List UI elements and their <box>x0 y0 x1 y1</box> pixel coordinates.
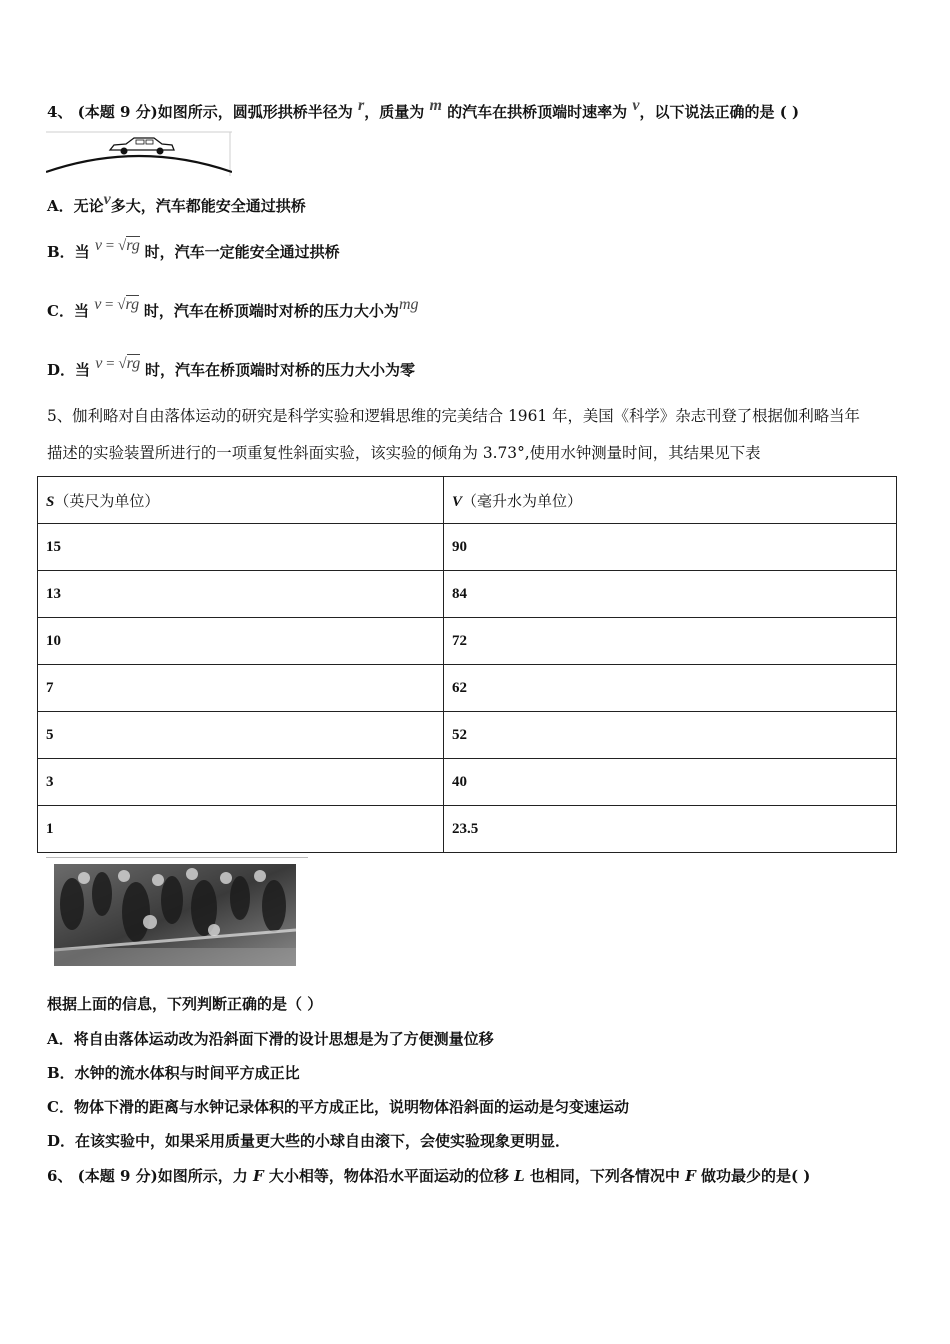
formula-v-sqrt-rg: v = √rg <box>94 296 140 313</box>
table-row: 3 40 <box>38 759 897 806</box>
var-r: r <box>357 97 365 114</box>
experiment-photo <box>54 864 296 966</box>
var-m: m <box>429 97 442 114</box>
q6-stem: 6、 (本题 9 分)如图所示，力 F 大小相等，物体沿水平面运动的位移 L 也相同，下列各情况中 F 做功最少的是( ) <box>47 1167 811 1185</box>
header-s: S（英尺为单位） <box>38 477 444 524</box>
table-row: 7 62 <box>38 665 897 712</box>
table-header-row <box>38 477 897 524</box>
table-row: 13 84 <box>38 571 897 618</box>
q5-option-d: D．在该实验中，如果采用质量更大些的小球自由滚下，会使实验现象更明显． <box>47 1132 571 1150</box>
q4-option-b: B．当 v = √rg 时，汽车一定能安全通过拱桥 <box>47 237 340 261</box>
q5-intro-line2: 描述的实验装置所进行的一项重复性斜面实验，该实验的倾角为 3.73°,使用水钟测量时间，其结果见下表 <box>47 444 761 462</box>
q4-option-d: D．当 v = √rg 时，汽车在桥顶端时对桥的压力大小为零 <box>47 355 415 379</box>
formula-v-sqrt-rg: v = √rg <box>95 355 141 372</box>
arch-bridge-car-figure <box>46 130 232 176</box>
q5-intro-line1: 5、伽利略对自由落体运动的研究是科学实验和逻辑思维的完美结合 1961 年，美国《科学》杂志刊登了根据伽利略当年 <box>47 407 860 425</box>
var-v: v <box>632 97 640 114</box>
table-row: 1 23.5 <box>38 806 897 853</box>
formula-v-sqrt-rg: v = √rg <box>94 237 140 254</box>
q5-option-b: B．水钟的流水体积与时间平方成正比 <box>47 1064 300 1082</box>
table-row: 5 52 <box>38 712 897 759</box>
q4-option-a: A．无论v多大，汽车都能安全通过拱桥 <box>47 191 306 215</box>
q4-stem: 4、 (本题 9 分)如图所示，圆弧形拱桥半径为 r，质量为 m 的汽车在拱桥顶端时速率为 v，以下说法正确的是 ( ) <box>47 97 800 121</box>
q5-option-a: A．将自由落体运动改为沿斜面下滑的设计思想是为了方便测量位移 <box>47 1030 494 1048</box>
photo-top-rule <box>46 857 308 858</box>
q5-option-c: C．物体下滑的距离与水钟记录体积的平方成正比，说明物体沿斜面的运动是匀变速运动 <box>47 1098 629 1116</box>
car-icon <box>110 138 174 155</box>
q4-option-c: C．当 v = √rg 时，汽车在桥顶端时对桥的压力大小为mg <box>47 296 419 320</box>
header-v: V（毫升水为单位） <box>444 477 897 524</box>
q5-question: 根据上面的信息，下列判断正确的是（ ） <box>47 995 323 1013</box>
data-table <box>37 476 897 853</box>
table-row: 15 90 <box>38 524 897 571</box>
table-row: 10 72 <box>38 618 897 665</box>
